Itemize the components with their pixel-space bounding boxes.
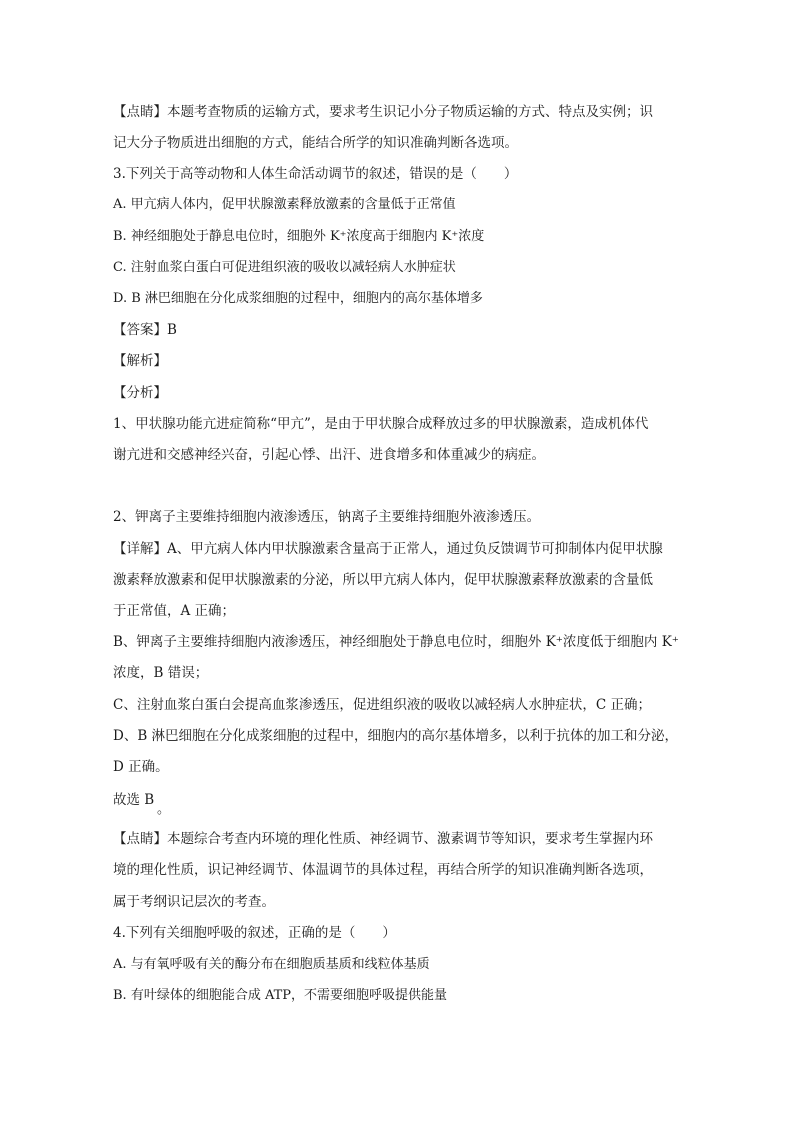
question3-stem: 3.下列关于高等动物和人体生命活动调节的叙述，错误的是（ ）	[113, 166, 518, 182]
xiangjie-d-line-2: D 正确。	[113, 759, 169, 775]
xiangjie-a-line-3: 于正常值，A 正确；	[113, 603, 236, 619]
xiangjie-b-line-2: 浓度，B 错误；	[113, 665, 209, 681]
fenxi-p2: 2、钾离子主要维持细胞内液渗透压，钠离子主要维持细胞外液渗透压。	[113, 509, 541, 525]
xiangjie-d-line-1: D、B 淋巴细胞在分化成浆细胞的过程中，细胞内的高尔基体增多，以利于抗体的加工和分泌，	[113, 728, 679, 744]
xiangjie-c: C、注射血浆白蛋白会提高血浆渗透压，促进组织液的吸收以减轻病人水肿症状，C 正确；	[113, 697, 651, 713]
dianjing2-line-1: 【点睛】本题综合考查内环境的理化性质、神经调节、激素调节等知识，要求考生掌握内环	[113, 831, 653, 847]
question3-option-c: C. 注射血浆白蛋白可促进组织液的吸收以减轻病人水肿症状	[113, 260, 456, 275]
question4-option-a: A. 与有氧呼吸有关的酶分布在细胞质基质和线粒体基质	[113, 957, 430, 972]
xiangjie-a-line-2: 激素释放激素和促甲状腺激素的分泌，所以甲亢病人体内，促甲状腺激素释放激素的含量低	[113, 572, 653, 588]
fenxi-p1-line-2: 谢亢进和交感神经兴奋，引起心悸、出汗、进食增多和体重减少的病症。	[113, 447, 545, 463]
question3-option-a: A. 甲亢病人体内，促甲状腺激素释放激素的含量低于正常值	[113, 197, 456, 212]
dianjing2-line-3: 属于考纲识记层次的考查。	[113, 894, 275, 910]
dianjing1-line-2: 记大分子物质进出细胞的方式，能结合所学的知识准确判断各选项。	[113, 135, 518, 151]
dianjing2-line-2: 境的理化性质，识记神经调节、体温调节的具体过程，再结合所学的知识准确判断各选项，	[113, 862, 653, 878]
answer-label: 【答案】B	[113, 322, 177, 338]
jiexi-label: 【解析】	[113, 353, 167, 369]
question4-stem: 4.下列有关细胞呼吸的叙述，正确的是（ ）	[113, 925, 396, 941]
xiangjie-a-line-1: 【详解】A、甲亢病人体内甲状腺激素含量高于正常人，通过负反馈调节可抑制体内促甲状腺	[113, 541, 663, 557]
conclusion-mark: 。	[157, 802, 171, 817]
conclusion: 故选 B	[113, 792, 155, 808]
dianjing1-line-1: 【点睛】本题考查物质的运输方式，要求考生识记小分子物质运输的方式、特点及实例；识	[113, 104, 653, 120]
question3-option-d: D. B 淋巴细胞在分化成浆细胞的过程中，细胞内的高尔基体增多	[113, 291, 483, 306]
question4-option-b: B. 有叶绿体的细胞能合成 ATP，不需要细胞呼吸提供能量	[113, 988, 448, 1003]
question3-option-b: B. 神经细胞处于静息电位时，细胞外 K⁺浓度高于细胞内 K⁺浓度	[113, 229, 485, 244]
fenxi-p1-line-1: 1、甲状腺功能亢进症简称“甲亢”，是由于甲状腺合成释放过多的甲状腺激素，造成机体代	[113, 416, 649, 432]
xiangjie-b-line-1: B、钾离子主要维持细胞内液渗透压，神经细胞处于静息电位时，细胞外 K⁺浓度低于细胞内 K⁺	[113, 634, 679, 650]
fenxi-title: 【分析】	[113, 385, 167, 401]
